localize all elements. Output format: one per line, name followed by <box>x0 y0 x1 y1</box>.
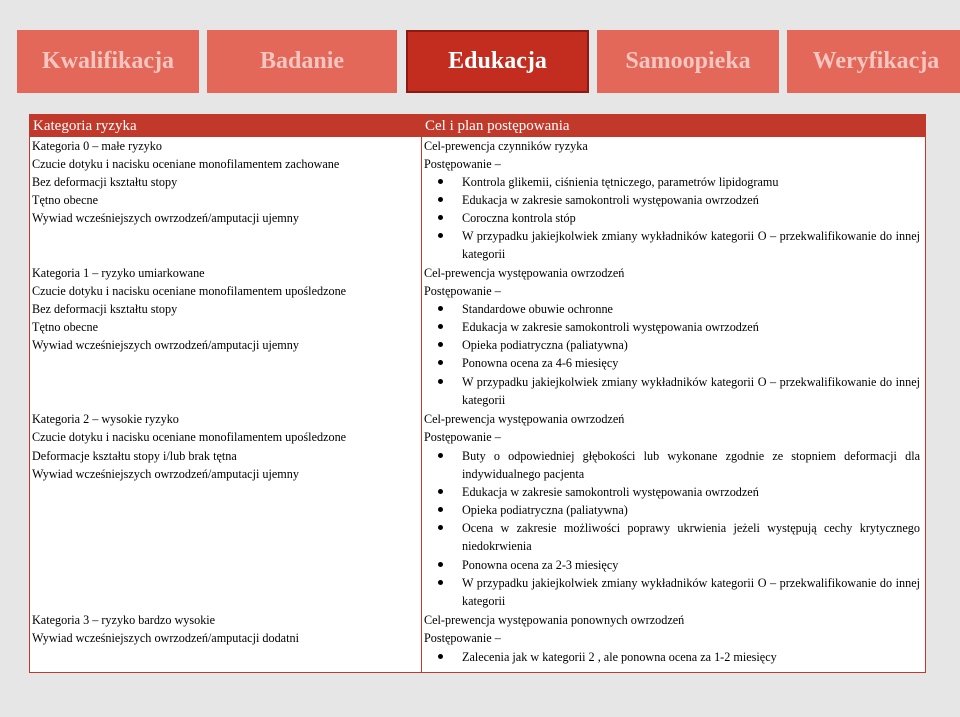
list-item: Edukacja w zakresie samokontroli występowania owrzodzeń <box>462 318 920 336</box>
category-criterion: Bez deformacji kształtu stopy <box>32 175 178 189</box>
list-item: Ponowna ocena za 2-3 miesięcy <box>462 556 920 574</box>
list-item: Edukacja w zakresie samokontroli występowania owrzodzeń <box>462 191 920 209</box>
header-goal-plan: Cel i plan postępowania <box>425 118 570 134</box>
header-risk-category: Kategoria ryzyka <box>33 118 137 134</box>
bullet-icon <box>438 342 443 347</box>
list-item: Ponowna ocena za 4-6 miesięcy <box>462 354 920 372</box>
category-criterion: Wywiad wcześniejszych owrzodzeń/amputacji ujemny <box>32 338 299 352</box>
bullet-icon <box>438 507 443 512</box>
risk-category-table <box>29 114 926 673</box>
tab-kwalifikacja[interactable]: Kwalifikacja <box>17 30 199 93</box>
bullet-icon <box>438 179 443 184</box>
section-0-goal: Cel-prewencja czynników ryzyka <box>424 139 588 153</box>
tab-badanie[interactable]: Badanie <box>207 30 397 93</box>
list-item: W przypadku jakiejkolwiek zmiany wykładników kategorii O – przekwalifikowanie do innej kategorii <box>462 227 920 263</box>
procedure-label: Postępowanie – <box>424 631 501 645</box>
section-2-goal: Cel-prewencja występowania owrzodzeń <box>424 412 625 426</box>
bullet-icon <box>438 324 443 329</box>
list-item: Kontrola glikemii, ciśnienia tętniczego, parametrów lipidogramu <box>462 173 920 191</box>
bullet-icon <box>438 562 443 567</box>
category-criterion: Tętno obecne <box>32 320 98 334</box>
category-criterion: Bez deformacji kształtu stopy <box>32 302 178 316</box>
category-3-title: Kategoria 3 – ryzyko bardzo wysokie <box>32 613 216 627</box>
category-criterion: Deformacje kształtu stopy i/lub brak tętna <box>32 449 237 463</box>
list-item: Opieka podiatryczna (paliatywna) <box>462 336 920 354</box>
category-2-title: Kategoria 2 – wysokie ryzyko <box>32 412 179 426</box>
category-criterion: Wywiad wcześniejszych owrzodzeń/amputacji dodatni <box>32 631 299 645</box>
bullet-icon <box>438 215 443 220</box>
bullet-icon <box>438 489 443 494</box>
bullet-icon <box>438 580 443 585</box>
list-item: Ocena w zakresie możliwości poprawy ukrwienia jeżeli występują cechy krytycznego niedokrwienia <box>462 519 920 555</box>
category-criterion: Wywiad wcześniejszych owrzodzeń/amputacji ujemny <box>32 211 299 225</box>
list-item: Standardowe obuwie ochronne <box>462 300 920 318</box>
category-1-title: Kategoria 1 – ryzyko umiarkowane <box>32 266 205 280</box>
bullet-icon <box>438 654 443 659</box>
list-item: Zalecenia jak w kategorii 2 , ale ponowna ocena za 1-2 miesięcy <box>462 648 920 666</box>
category-0-title: Kategoria 0 – małe ryzyko <box>32 139 162 153</box>
list-item: Buty o odpowiedniej głębokości lub wykonane zgodnie ze stopniem deformacji dla indywidualnego pacjenta <box>462 447 920 483</box>
tab-edukacja[interactable]: Edukacja <box>406 30 589 93</box>
tab-weryfikacja[interactable]: Weryfikacja <box>787 30 960 93</box>
category-criterion: Czucie dotyku i nacisku oceniane monofilamentem zachowane <box>32 157 340 171</box>
category-criterion: Wywiad wcześniejszych owrzodzeń/amputacji ujemny <box>32 467 299 481</box>
bullet-icon <box>438 453 443 458</box>
procedure-label: Postępowanie – <box>424 157 501 171</box>
bullet-icon <box>438 306 443 311</box>
category-criterion: Tętno obecne <box>32 193 98 207</box>
bullet-icon <box>438 379 443 384</box>
tab-samoopieka[interactable]: Samoopieka <box>597 30 779 93</box>
section-3-goal: Cel-prewencja występowania ponownych owrzodzeń <box>424 613 685 627</box>
column-divider <box>421 115 422 672</box>
bullet-icon <box>438 360 443 365</box>
bullet-icon <box>438 233 443 238</box>
procedure-label: Postępowanie – <box>424 430 501 444</box>
table-header <box>30 115 925 137</box>
tab-bar <box>17 30 949 93</box>
bullet-icon <box>438 197 443 202</box>
category-criterion: Czucie dotyku i nacisku oceniane monofilamentem upośledzone <box>32 430 347 444</box>
list-item: Coroczna kontrola stóp <box>462 209 920 227</box>
category-criterion: Czucie dotyku i nacisku oceniane monofilamentem upośledzone <box>32 284 347 298</box>
section-1-goal: Cel-prewencja występowania owrzodzeń <box>424 266 625 280</box>
list-item: Edukacja w zakresie samokontroli występowania owrzodzeń <box>462 483 920 501</box>
list-item: W przypadku jakiejkolwiek zmiany wykładników kategorii O – przekwalifikowanie do innej kategorii <box>462 373 920 409</box>
procedure-label: Postępowanie – <box>424 284 501 298</box>
list-item: W przypadku jakiejkolwiek zmiany wykładników kategorii O – przekwalifikowanie do innej kategorii <box>462 574 920 610</box>
list-item: Opieka podiatryczna (paliatywna) <box>462 501 920 519</box>
bullet-icon <box>438 525 443 530</box>
